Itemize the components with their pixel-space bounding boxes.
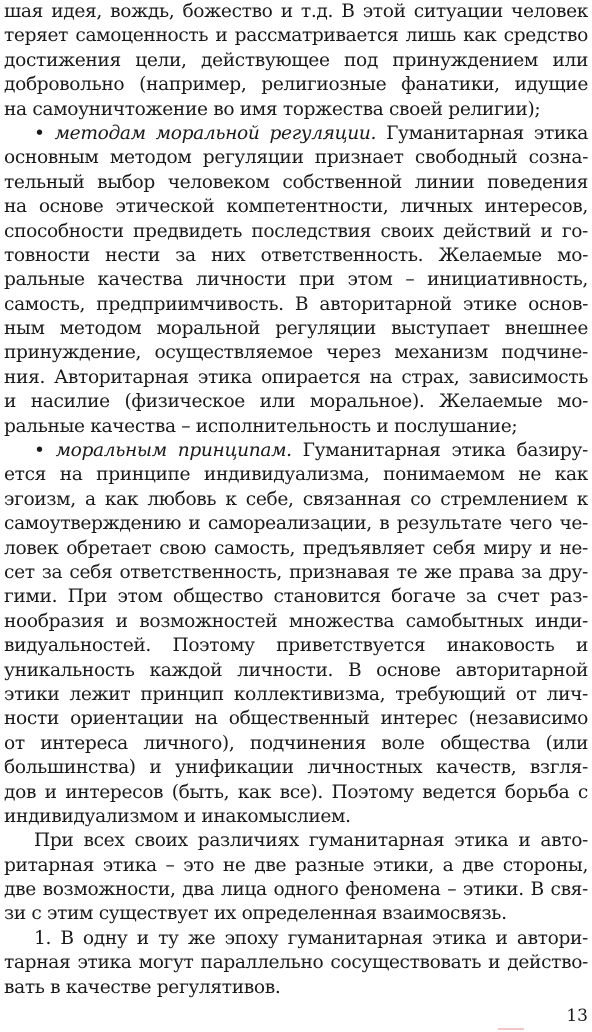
line-text: тельный выбор человеком собственной линии поведения <box>4 171 588 193</box>
edge-mark <box>498 1028 524 1030</box>
text-line <box>4 878 588 902</box>
line-text: гими. При этом общество становится богаче за счет раз- <box>4 586 588 608</box>
line-text: и насилие (физическое или моральное). Желаемые мо- <box>4 391 588 413</box>
line-text: Гуманитарная этика базиру- <box>291 440 588 462</box>
line-text: При всех своих различиях гуманитарная этика и авто- <box>34 830 588 852</box>
line-text: ральные качества – исполнительность и послушание; <box>4 415 518 437</box>
text-line <box>4 98 588 122</box>
text-line <box>4 512 588 536</box>
text-line <box>4 0 588 24</box>
text-line <box>4 537 588 561</box>
line-text: товности нести за них ответственность. Желаемые мо- <box>4 244 588 266</box>
line-text: Гуманитарная этика <box>376 122 588 144</box>
text-line <box>4 927 588 951</box>
bullet: • <box>34 122 55 144</box>
line-text: основным методом регуляции признает свободный созна- <box>4 147 588 169</box>
text-line <box>4 439 588 463</box>
line-text: ральные качества личности при этом – инициативность, <box>4 269 588 291</box>
line-text: способности предвидеть последствия своих действий и го- <box>4 220 588 242</box>
text-line <box>4 268 588 292</box>
text-line <box>4 146 588 170</box>
line-text: этики лежит принцип коллективизма, требующий от лич- <box>4 683 588 705</box>
line-text: сет за себя ответственность, признавая те же права за дру- <box>4 561 588 583</box>
text-line <box>4 585 588 609</box>
text-line <box>4 366 588 390</box>
line-text: эгоизм, а как любовь к себе, связанная со стремлением к <box>4 488 588 510</box>
line-text: самость, предприимчивость. В авторитарной этике основ- <box>4 293 588 315</box>
line-text: ным методом моральной регуляции выступает внешнее <box>4 318 588 340</box>
text-line <box>4 415 588 439</box>
text-line <box>4 390 588 414</box>
text-line <box>4 463 588 487</box>
line-text: достижения цели, действующее под принуждением или <box>4 49 588 71</box>
line-text: на самоуничтожение во имя торжества своей религии); <box>4 98 541 120</box>
line-text: большинства) и унификации личностных качеств, взгля- <box>4 757 588 779</box>
text-line <box>4 951 588 975</box>
text-line <box>4 195 588 219</box>
text-line <box>4 829 588 853</box>
text-line <box>4 707 588 731</box>
line-text: тарная этика могут параллельно сосуществовать и действо- <box>4 952 588 974</box>
text-line <box>4 317 588 341</box>
text-line <box>4 24 588 48</box>
text-line <box>4 244 588 268</box>
text-line <box>4 73 588 97</box>
text-line <box>4 805 588 829</box>
line-text: теряет самоценность и рассматривается лишь как средство <box>4 25 588 47</box>
line-text: добровольно (например, религиозные фанатики, идущие <box>4 74 588 96</box>
line-text: нообразия и возможностей множества самобытных инди- <box>4 610 588 632</box>
text-line <box>4 293 588 317</box>
line-text: зи с этим существует их определенная взаимосвязь. <box>4 903 507 925</box>
line-text: ности ориентации на общественный интерес (независимо <box>4 708 588 730</box>
line-text: ния. Авторитарная этика опирается на страх, зависимость <box>4 366 588 388</box>
page-number: 13 <box>566 1006 588 1026</box>
text-line <box>4 976 588 1000</box>
text-line <box>4 488 588 512</box>
line-text: ловек обретает свою самость, предъявляет себя миру и не- <box>4 537 588 559</box>
line-text: шая идея, вождь, божество и т.д. В этой ситуации человек <box>4 1 588 22</box>
line-text: ритарная этика – это не две разные этики, а две стороны, <box>4 854 588 876</box>
text-line <box>4 610 588 634</box>
text-line <box>4 49 588 73</box>
document-page <box>4 0 588 1000</box>
line-text: вать в качестве регулятивов. <box>4 976 281 998</box>
body-text <box>4 0 588 1000</box>
text-line <box>4 634 588 658</box>
text-line <box>4 683 588 707</box>
text-line <box>4 341 588 365</box>
emphasized-term: методам моральной регуляции. <box>54 122 377 144</box>
line-text: на основе этической компетентности, личных интересов, <box>4 196 588 218</box>
text-line <box>4 659 588 683</box>
line-text: от интереса личного), подчинения воле общества (или <box>4 732 588 754</box>
text-line <box>4 854 588 878</box>
text-line <box>4 756 588 780</box>
line-text: видуальностей. Поэтому приветствуется инаковость и <box>4 635 588 657</box>
emphasized-term: моральным принципам. <box>55 440 292 462</box>
text-line <box>4 220 588 244</box>
text-line <box>4 561 588 585</box>
line-text: ется на принципе индивидуализма, понимаемом не как <box>4 464 588 486</box>
line-text: самоутверждению и самореализации, в результате чего че- <box>4 513 588 535</box>
text-line <box>4 171 588 195</box>
line-text: принуждение, осуществляемое через механизм подчине- <box>4 342 588 364</box>
text-line <box>4 732 588 756</box>
line-text: уникальность каждой личности. В основе авторитарной <box>4 659 588 681</box>
line-text: 1. В одну и ту же эпоху гуманитарная этика и автори- <box>34 927 588 949</box>
text-line <box>4 902 588 926</box>
bullet: • <box>34 440 56 462</box>
line-text: индивидуализмом и инакомыслием. <box>4 805 351 827</box>
line-text: дов и интересов (быть, как все). Поэтому ведется борьба с <box>4 781 588 803</box>
line-text: две возможности, два лица одного феномена – этики. В свя- <box>4 879 588 901</box>
text-line <box>4 122 588 146</box>
text-line <box>4 781 588 805</box>
